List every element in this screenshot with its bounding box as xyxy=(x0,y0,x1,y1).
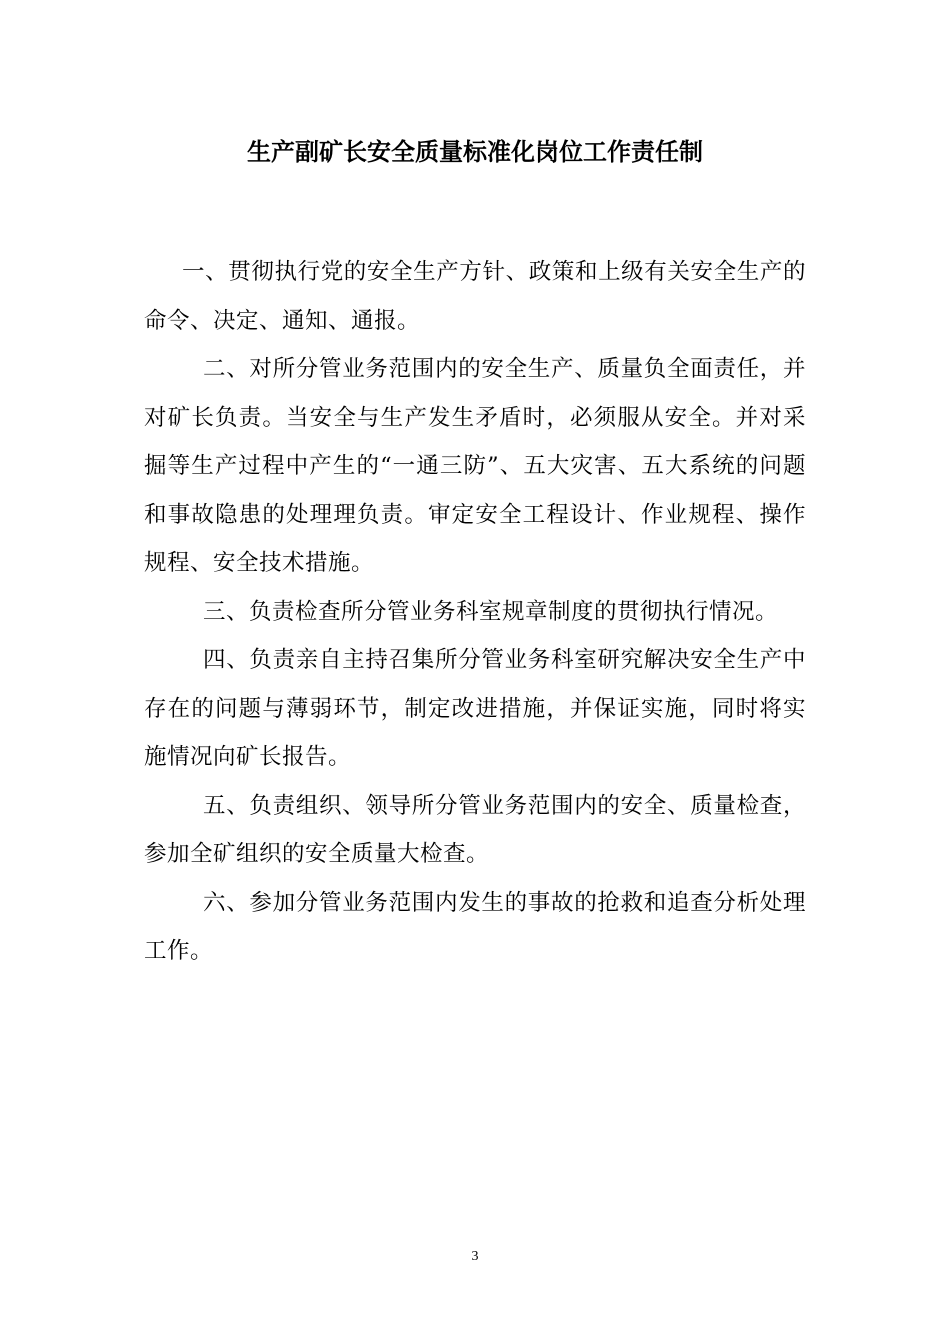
paragraph-1: 一、贯彻执行党的安全生产方针、政策和上级有关安全生产的命令、决定、通知、通报。 xyxy=(144,259,806,334)
paragraph-6: 六、参加分管业务范围内发生的事故的抢救和追查分析处理工作。 xyxy=(144,889,806,964)
document-title: 生产副矿长安全质量标准化岗位工作责任制 xyxy=(247,138,703,166)
page-number: 3 xyxy=(471,1249,479,1264)
paragraph-4: 四、负责亲自主持召集所分管业务科室研究解决安全生产中存在的问题与薄弱环节，制定改进措施，并保证实施，同时将实施情况向矿长报告。 xyxy=(144,647,806,770)
paragraph-3: 三、负责检查所分管业务科室规章制度的贯彻执行情况。 xyxy=(203,598,779,625)
document-body xyxy=(144,248,806,976)
paragraph-2: 二、对所分管业务范围内的安全生产、质量负全面责任，并对矿长负责。当安全与生产发生矛盾时，必须服从安全。并对采掘等生产过程中产生的“一通三防”、五大灾害、五大系统的问题和事故隐患的处理理负责。审定安全工程设计、作业规程、操作规程、安全技术措施。 xyxy=(144,356,806,576)
paragraph-5: 五、负责组织、领导所分管业务范围内的安全、质量检查，参加全矿组织的安全质量大检查。 xyxy=(144,792,806,867)
